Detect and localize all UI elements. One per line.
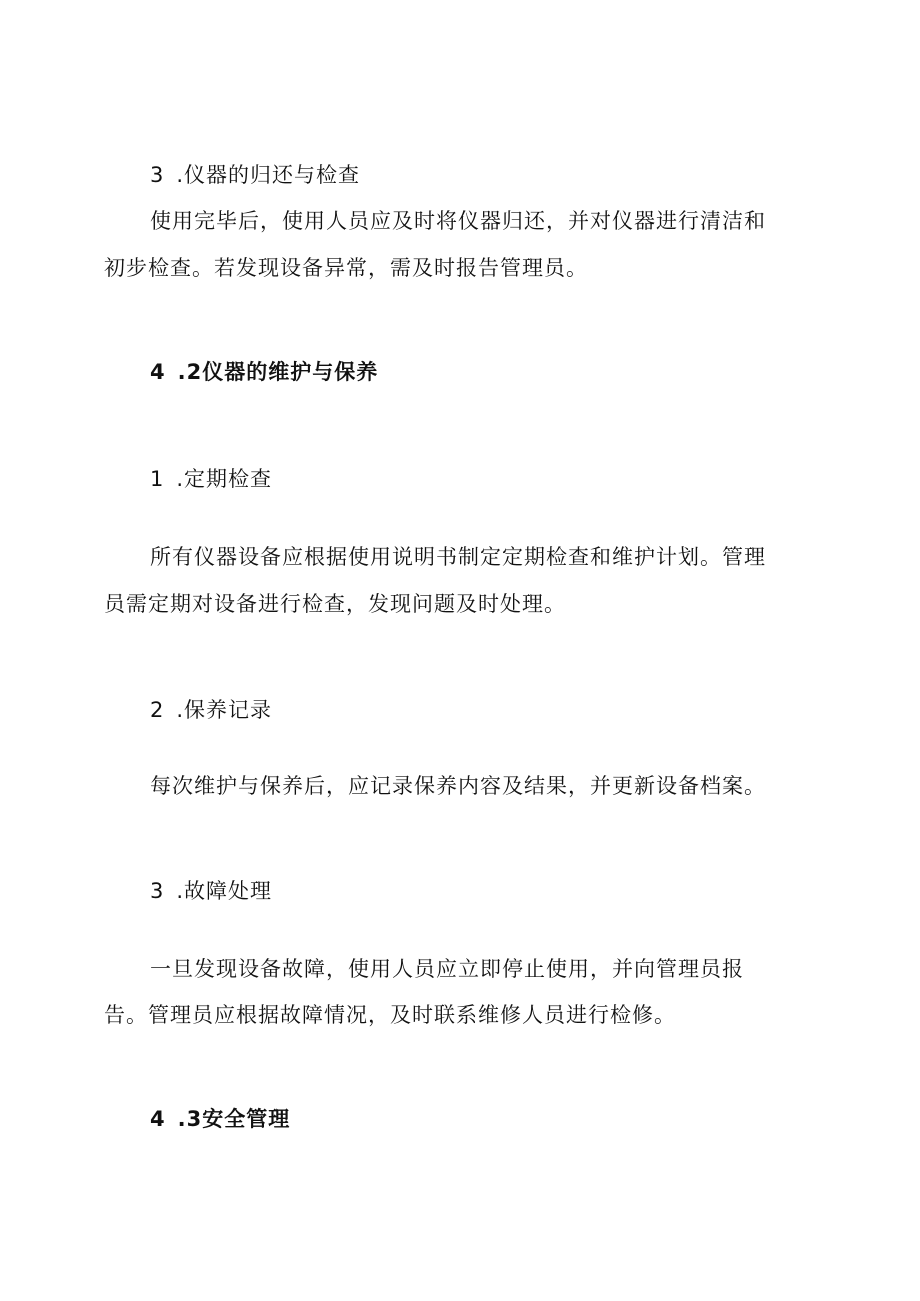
heading-number: 4: [150, 1107, 166, 1131]
subheading-instrument-return: [150, 161, 360, 189]
subheading-title: .故障处理: [176, 879, 273, 903]
paragraph-line: 初步检查。若发现设备异常，需及时报告管理员。: [104, 256, 588, 280]
subheading-maintenance-record: [150, 696, 272, 724]
subheading-number: 3: [150, 879, 165, 903]
paragraph-line: 员需定期对设备进行检查，发现问题及时处理。: [104, 592, 566, 616]
subheading-title: .仪器的归还与检查: [176, 163, 361, 187]
subheading-title: .定期检查: [176, 467, 273, 491]
section-heading-safety: [150, 1105, 290, 1133]
subheading-periodic-check: [150, 465, 272, 493]
paragraph-line: 所有仪器设备应根据使用说明书制定定期检查和维护计划。管理: [150, 545, 766, 569]
subheading-title: .保养记录: [176, 698, 273, 722]
paragraph-line: 使用完毕后，使用人员应及时将仪器归还，并对仪器进行清洁和: [150, 209, 766, 233]
subheading-number: 2: [150, 698, 165, 722]
heading-title: .2仪器的维护与保养: [177, 360, 379, 384]
heading-title: .3安全管理: [177, 1107, 291, 1131]
subheading-number: 1: [150, 467, 165, 491]
heading-number: 4: [150, 360, 166, 384]
paragraph-line: 一旦发现设备故障，使用人员应立即停止使用，并向管理员报: [150, 957, 744, 981]
paragraph-line: 告。管理员应根据故障情况，及时联系维修人员进行检修。: [104, 1003, 676, 1027]
subheading-fault-handling: [150, 877, 272, 905]
section-heading-maintenance: [150, 358, 378, 386]
subheading-number: 3: [150, 163, 165, 187]
paragraph-line: 每次维护与保养后，应记录保养内容及结果，并更新设备档案。: [150, 774, 766, 798]
